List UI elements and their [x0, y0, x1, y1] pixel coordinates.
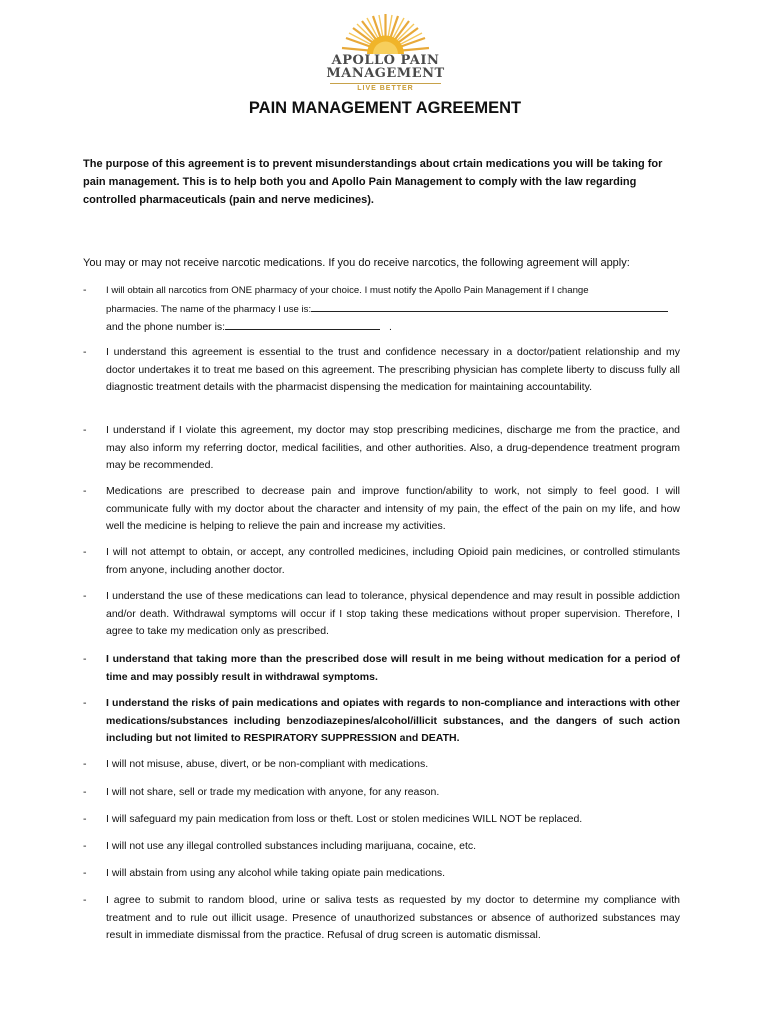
logo-tagline: LIVE BETTER — [357, 85, 414, 92]
list-bullet: - — [83, 867, 87, 879]
list-item-text: I understand the use of these medications can lead to tolerance, physical dependence and may result in possible addiction and/or death. Withdrawal symptoms will occur if I stop taking these medications without proper supervision. Therefore, I agree to take my medication only as prescribed. — [106, 590, 680, 637]
logo-text-line1: APOLLO PAIN — [331, 53, 440, 68]
logo-text-line2: MANAGEMENT — [326, 66, 445, 81]
list-bullet: - — [83, 546, 87, 558]
list-bullet: - — [83, 813, 87, 825]
list-bullet: - — [83, 590, 87, 602]
pharmacy-phone-field[interactable] — [225, 318, 380, 330]
list-item-text: I will safeguard my pain medication from loss or theft. Lost or stolen medicines WILL NOT be replaced. — [106, 813, 583, 825]
list-item-text: I will not attempt to obtain, or accept, any controlled medicines, including Opioid pain medicines, or controlled stimulants from anyone, including another doctor. — [106, 546, 680, 576]
list-bullet: - — [83, 786, 87, 798]
sunrise-icon — [333, 12, 438, 54]
list-item-text: I understand this agreement is essential to the trust and confidence necessary in a doctor/patient relationship and my doctor undertakes it to treat me based on this agreement. The prescribing physician has complete liberty to discuss fully all diagnostic treatment details with the pharmacist dispensing the medication for maintaining accountability. — [106, 346, 680, 393]
list-item-text: I will abstain from using any alcohol while taking opiate pain medications. — [106, 867, 446, 879]
list-item-text: I will not use any illegal controlled substances including marijuana, cocaine, etc. — [106, 840, 477, 852]
document-title: PAIN MANAGEMENT AGREEMENT — [248, 99, 522, 117]
list-item-pharmacy — [83, 282, 693, 334]
list-item-text: Medications are prescribed to decrease pain and improve function/ability to work, not simply to feel good. I will communicate fully with my doctor about the character and intensity of my pain, the effect of the pain on my life, and how well the medicine is helping to relieve the pain and increase my activities. — [106, 485, 680, 532]
pharmacy-phone-label: and the phone number is: — [106, 321, 226, 333]
pharmacy-line-1: I will obtain all narcotics from ONE pharmacy of your choice. I must notify the Apollo Pain Management if I change — [106, 285, 589, 296]
pharmacy-name-field[interactable] — [311, 300, 668, 312]
list-bullet: - — [83, 653, 87, 665]
list-bullet: - — [83, 894, 87, 906]
list-item-text: I understand that taking more than the prescribed dose will result in me being without medication for a period of time and may possibly result in withdrawal symptoms. — [106, 653, 680, 683]
purpose-paragraph: The purpose of this agreement is to prevent misunderstandings about crtain medications you will be taking for pain management. This is to help both you and Apollo Pain Management to comply with the law regarding controlled pharmaceuticals (pain and nerve medicines). — [83, 158, 663, 206]
pharmacy-phone-period: . — [389, 321, 392, 333]
list-bullet: - — [83, 840, 87, 852]
list-item-text: I understand if I violate this agreement, my doctor may stop prescribing medicines, discharge me from the practice, and may also inform my referring doctor, medical facilities, and other authorities. Also, a drug-dependence treatment program may be recommended. — [106, 424, 680, 471]
list-bullet: - — [83, 697, 87, 709]
list-item-text: I will not share, sell or trade my medication with anyone, for any reason. — [106, 786, 440, 798]
list-bullet: - — [83, 758, 87, 770]
logo-divider — [330, 83, 441, 84]
pharmacy-name-label: pharmacies. The name of the pharmacy I use is: — [106, 303, 312, 315]
intro-paragraph: You may or may not receive narcotic medications. If you do receive narcotics, the following agreement will apply: — [83, 257, 630, 269]
list-bullet: - — [83, 424, 87, 436]
list-bullet: - — [83, 284, 87, 296]
list-bullet: - — [83, 485, 87, 497]
list-bullet: - — [83, 346, 87, 358]
apollo-logo — [318, 12, 453, 92]
list-item-text: I will not misuse, abuse, divert, or be non-compliant with medications. — [106, 758, 429, 770]
list-item-text: I understand the risks of pain medications and opiates with regards to non-compliance and interactions with other medications/substances including benzodiazepines/alcohol/illicit substances, and the dangers of such action including but not limited to RESPIRATORY SUPPRESSION and DEATH. — [106, 697, 680, 744]
list-item-text: I agree to submit to random blood, urine or saliva tests as requested by my doctor to determine my compliance with treatment and to rule out illicit usage. Presence of unauthorized substances or absence of authorized substances may result in immediate dismissal from the practice. Refusal of drug screen is automatic dismissal. — [106, 894, 680, 941]
